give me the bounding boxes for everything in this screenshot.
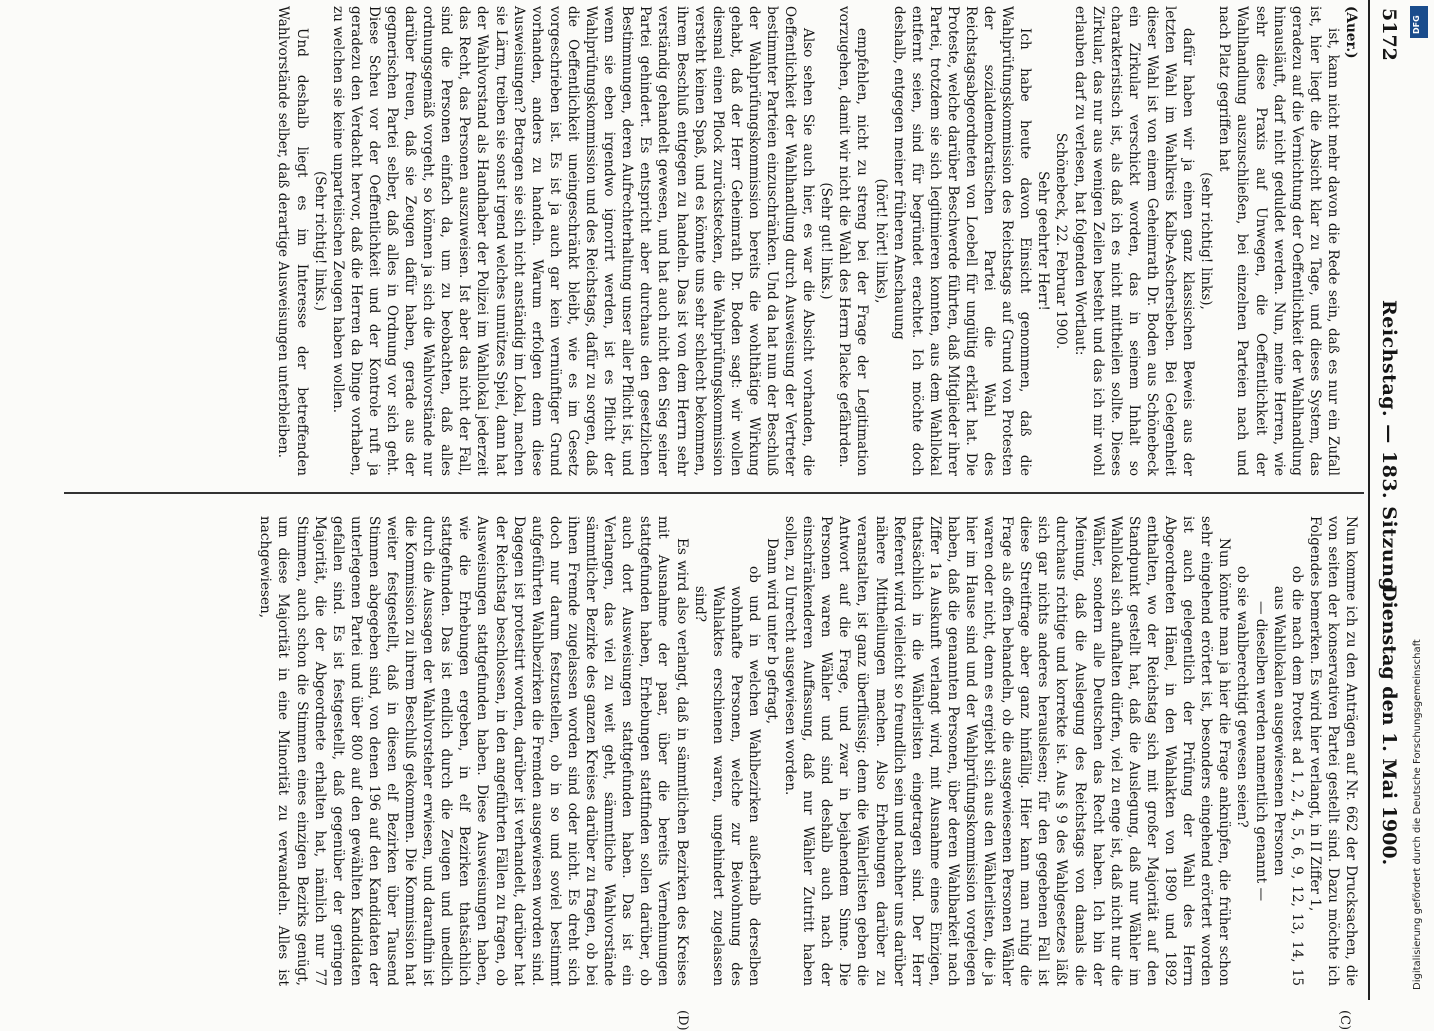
- column-divider: [64, 492, 1364, 494]
- letter-place-date: Schönebeck, 22. Februar 1900.: [1053, 132, 1070, 350]
- paragraph: Es wird also verlangt, daß in sämmtlichen Bezirken des Kreises mit Ausnahme der paar, über die bereits Vernehmungen stattgefunden haben, Erhebungen stattfinden sollen darüber, ob auch dort Ausweisungen stattgefunden haben. Das ist ein Verlangen, das viel zu weit geht, sämmtliche Wahlvorstände sämmtlicher Bezirke des ganzen Kreises darüber zu fragen, ob bei ihnen Fremde zugelassen worden sind oder nicht. Es dreht sich doch nur darum festzustellen, ob in so und soviel bestimmt aufgeführten Wahlbezirken die Fremden ausgewiesen worden sind. Dagegen ist protestirt worden, darüber ist verhandelt, darüber hat der Reichstag beschlossen, in den angeführten Fällen zu fragen, ob Ausweisungen stattgefunden haben. Diese Ausweisungen haben, wie die Erhebungen ergeben, in elf Bezirken thatsächlich stattgefunden. Das ist endlich durch die Zeugen und unedlich durch die Aussagen der Wahlvorsteher erwiesen, und daraufhin ist die Kommission zu ihrem Beschluß gekommen. Die Kommission hat weiter festgestellt, daß in diesen elf Bezirken über Tausend Stimmen abgegeben sind, von denen 196 auf den Kandidaten der unterlegenen Partei und über 800 auf den gewählten Kandidaten gefallen sind. Es ist festgestellt, daß gegenüber der geringen Majorität, die der Abgeordnete erhalten hat, nämlich nur 77 Stimmen, auch schon die Stimmen eines einzigen Bezirks genügt, um diese Majorität in eine Minorität zu verwandeln. Alles ist nachgewiesen,: [257, 516, 690, 986]
- paragraph: Ich habe heute davon Einsicht genommen, daß die Wahlprüfungskommission des Reichstags auf Grund von Protesten der sozialdemokratischen Partei die Wahl des Reichstagsabgeordneten von Loebell für ungültig erklärt hat. Die Proteste, welche darüber Beschwerde führten, daß Mitglieder ihrer Partei, trotzdem sie sich legitimieren konnten, aus dem Wahllokal entfernt seien, sind für begründet erachtet. Ich möchte doch deshalb, entgegen meiner früheren Anschauung: [890, 6, 1034, 476]
- paragraph: dafür haben wir ja einen ganz klassischen Beweis aus der letzten Wahl im Wahlkreis Kalbe-Aschersleben. Bei Gelegenheit dieser Wahl ist von einem Geheimrath Dr. Boden aus Schönebeck ein Zirkular verschickt worden, das in seinem Inhalt so charakteristisch ist, als daß ich es nicht mittheilen sollte. Dieses Zirkular, das nur aus wenigen Zeilen besteht und das ich mir wohl erlauben darf zu verlesen, hat folgenden Wortlaut:: [1071, 6, 1197, 476]
- quoted-clause: ob und in welchen Wahlbezirken außerhalb derselben wohnhafte Personen, welche zur Beiwohnung des Wahlaktes erschienen waren, ungehindert zugelassen sind?: [691, 566, 762, 986]
- quoted-clause: ob die nach dem Protest ad 1, 2, 4, 5, 6, 9, 12, 13, 14, 15 aus Wahllokalen ausgewiesenen Personen: [1270, 566, 1305, 986]
- paragraph: Nun komme ich zu den Anträgen auf Nr. 662 der Drucksachen, die von seiten der konservativen Partei gestellt sind. Dazu möchte ich Folgendes bemerken. Es wird hier verlangt, in II Ziffer 1,: [1306, 516, 1359, 986]
- margin-mark-c: (C): [1337, 1010, 1352, 1031]
- interjection: (hört! hört! links),: [872, 178, 889, 304]
- interjection: (Sehr richtig! links.): [311, 170, 328, 312]
- session-title: Reichstag. — 183. Sitzung.: [1378, 300, 1400, 599]
- quoted-clause: ob sie wahlberechtigt gewesen seien?: [1234, 566, 1251, 828]
- dfg-logo: DFG: [1410, 6, 1428, 38]
- margin-mark-d: (D): [675, 1010, 690, 1031]
- digitization-credit: [1408, 10, 1428, 990]
- running-header: [1368, 0, 1410, 1000]
- session-date: Dienstag den 1. Mai 1900.: [1378, 585, 1400, 866]
- letter-salutation: Sehr geehrter Herr!: [1035, 171, 1052, 311]
- page-number: 5172: [1378, 8, 1400, 61]
- paragraph: Also sehen Sie auch hier, es war die Absicht vorhanden, die Oeffentlichkeit der Wahlhandlung durch Ausweisung der Vertreter bestimmter Parteien einzuschränken. Und da hat nun der Beschluß der Wahlprüfungskommission bereits die wohlthätige Wirkung gehabt, daß der Herr Geheimrath Dr. Boden sagt: wir wollen diesmal einen Pflock zurückstecken, die Wahlprüfungskommission versteht keinen Spaß, und es könnte uns sehr schlecht bekommen, ihrem Beschluß entgegen zu handeln. Das ist von dem Herrn sehr verständig gehandelt gewesen, und hat auch nicht den Sieg seiner Partei gehindert. Es entspricht aber durchaus den gesetzlichen Bestimmungen, deren Aufrechterhaltung unser aller Pflicht ist, und wenn sie eben irgendwo ignorirt werden, ist es Pflicht der Wahlprüfungskommission und des Reichstags, dafür zu sorgen, daß die Oeffentlichkeit uneingeschränkt bleibt, wie es im Gesetz vorgeschrieben ist. Es ist ja auch gar kein vernünftiger Grund vorhanden, anders zu handeln. Warum erfolgen denn diese Ausweisungen? Betragen sie sich nicht anständig im Lokal, machen sie Lärm, treiben sie sonst irgend welches unnützes Spiel, dann hat der Wahlvorstand als Handhaber der Polizei im Wahllokal jederzeit das Recht, das Personen auszuweisen. Ist aber das nicht der Fall, sind die Personen einfach da, um zu beobachten, daß alles ordnungsgemäß vorgeht, so können ja sich die Wahlvorstände nur darüber freuen, daß sie Zeugen dafür haben, gerade aus der gegnerischen Partei selber, daß alles in Ordnung vor sich geht. Diese Scheu vor der Oeffentlichkeit und der Kontrole ruft ja geradezu den Verdacht hervor, daß die Herren da Dinge vorhaben, zu welchen sie keine unparteiischen Zeugen haben wollen.: [329, 6, 817, 476]
- speaker-label: (Auer.): [1343, 6, 1359, 59]
- right-column: [256, 516, 1360, 986]
- interjection: (Sehr gut! links.): [818, 182, 835, 300]
- paragraph: ist, kann nicht mehr davon die Rede sein, daß es nur ein Zufall ist, hier liegt die Absicht klar zu Tage, und dieses System, das geradezu auf die Vernichtung der Oeffentlichkeit der Wahlhandlung hinausläuft, darf nicht geduldet werden. Nun, meine Herren, wie sehr diese Praxis auf Unwegen, die Oeffentlichkeit der Wahlhandlung auszuschließen, bei einzelnen Parteien nach und nach Platz gegriffen hat: [1216, 6, 1341, 476]
- digitization-credit-text: Digitalisierung gefördert durch die Deutsche Forschungsgemeinschaft: [1412, 639, 1423, 990]
- quoted-clause: — dieselben werden namentlich genannt —: [1252, 600, 1269, 902]
- left-column: [274, 6, 1360, 476]
- interjection: (sehr richtig! links),: [1198, 172, 1215, 310]
- rotated-print-area: [50, 0, 1410, 1031]
- paragraph: Dann wird unter b gefragt,: [764, 538, 780, 725]
- paragraph: Nun könnte man ja hier die Frage anknüpfen, die früher schon sehr eingehend erörtert ist, besonders eingehend erörtert worden ist auch gelegentlich der Prüfung der Wahl des Herrn Abgeordneten Hänel, in den Wahlakten von 1890 und 1892 enthalten, wo der Reichstag sich mit großer Majorität auf den Standpunkt gestellt hat, daß die Auslegung, daß nur Wähler im Wahllokal sich aufhalten dürfen, viel zu enge ist, daß nicht nur die Wähler, sondern alle Deutschen das Recht haben. Ich bin der Meinung, daß die Auslegung des Reichstags von damals die durchaus richtige und korrekte ist. Aus § 9 des Wahlgesetzes läßt sich gar nichts anderes herauslesen; für den gegebenen Fall ist diese Streitfrage aber ganz hinfällig. Hier kann man ruhig die Frage als offen behandeln, ob die ausgewiesenen Personen Wähler waren oder nicht, denn es ergiebt sich aus den Wählerlisten, die ja hier im Hause sind und der Wahlprüfungskommission vorgelegen haben, daß die genannten Personen, über deren Wahlbarkeit nach Ziffer 1a Auskunft verlangt wird, mit Ausnahme eines Einzigen, thatsächlich in die Wählerlisten eingetragen sind. Der Herr Referent wird vielleicht so freundlich sein und nachher uns darüber nähere Mittheilungen machen. Also Erhebungen darüber zu veranstalten, ist ganz überflüssig; denn die Wählerlisten geben die Antwort auf die Frage, und zwar in bejahendem Sinne. Die Personen waren Wähler und sind deshalb auch nach der einschränkenderen Auffassung, daß nur Wähler Zutritt haben sollen, zu Unrecht ausgewiesen worden.: [782, 516, 1233, 986]
- paragraph: empfehlen, nicht zu streng bei der Frage der Legitimation vorzugehen, damit wir nicht die Wahl des Herrn Placke gefährden.: [836, 6, 871, 476]
- paragraph: Und deshalb liegt es im Interesse der betreffenden Wahlvorstände selber, daß derartige Ausweisungen unterbleiben.: [275, 6, 310, 476]
